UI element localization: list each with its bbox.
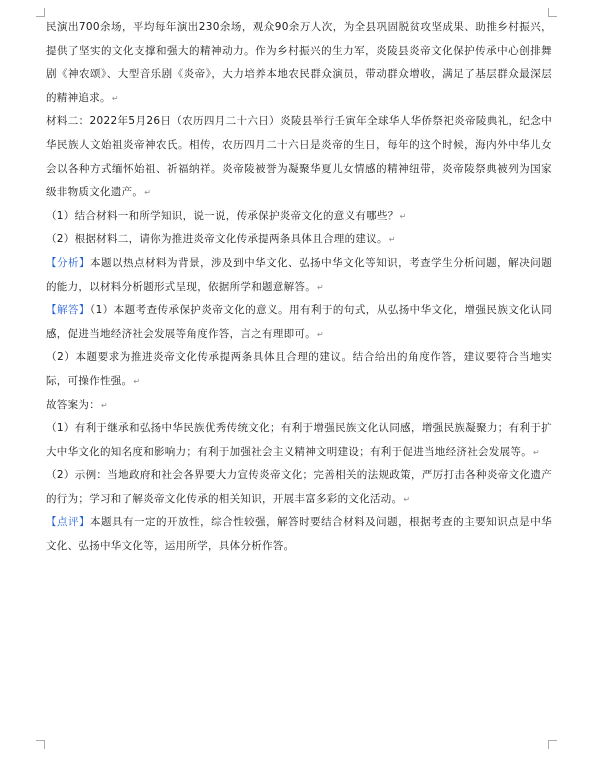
paragraph-text: （2）本题要求为推进炎帝文化传承提两条具体且合理的建议。结合给出的角度作答，建议要符合当地实际，可操作性强。 bbox=[46, 351, 552, 387]
paragraph-mark-icon: ↵ bbox=[388, 235, 396, 245]
solution-paragraph-one bbox=[46, 299, 552, 346]
paragraph-mark-icon: ↵ bbox=[317, 329, 325, 339]
paragraph-text: 材料二：2022年5月26日（农历四月二十六日）炎陵县举行壬寅年全球华人华侨祭祀炎帝陵典礼，纪念中华民族人文始祖炎帝神农氏。相传，农历四月二十六日是炎帝的生日，每年的这个时候，海内外中华儿女会以各种方式缅怀始祖、祈福纳祥。炎帝陵被誉为凝聚华夏儿女情感的精神纽带，炎帝陵祭典被列为国家级非物质文化遗产。 bbox=[46, 115, 552, 199]
margin-corner-bottom-right bbox=[548, 740, 557, 749]
paragraph-material-two bbox=[46, 110, 552, 204]
paragraph-text: 故答案为： bbox=[46, 398, 100, 411]
document-body[interactable] bbox=[46, 16, 552, 559]
answer-one bbox=[46, 417, 552, 464]
margin-corner-top-left bbox=[36, 8, 45, 17]
paragraph-mark-icon: ↵ bbox=[101, 400, 109, 410]
analysis-tag: 【分析】 bbox=[46, 256, 91, 269]
answer-two bbox=[46, 464, 552, 511]
paragraph-mark-icon: ↵ bbox=[317, 282, 325, 292]
solution-tag: 【解答】 bbox=[46, 304, 90, 317]
paragraph-mark-icon: ↵ bbox=[144, 188, 152, 198]
paragraph-text: （1）本题考查传承保护炎帝文化的意义。用有利于的句式，从弘扬中华文化，增强民族文化认同感，促进当地经济社会发展等角度作答，言之有理即可。 bbox=[46, 304, 553, 340]
analysis-paragraph bbox=[46, 252, 552, 299]
answer-heading bbox=[46, 394, 552, 418]
question-one bbox=[46, 205, 552, 229]
question-two bbox=[46, 228, 552, 252]
paragraph-text: 民演出700余场，平均每年演出230余场，观众90余万人次，为全县巩固脱贫攻坚成果、助推乡村振兴，提供了坚实的文化支撑和强大的精神动力。作为乡村振兴的生力军，炎陵县炎帝文化保护传承中心创排舞剧《神农颂》、大型音乐剧《炎帝》，大力培养本地农民群众演员，带动群众增收，满足了基层群众最深层的精神追求。 bbox=[46, 21, 552, 104]
paragraph-material-one-end bbox=[46, 16, 552, 110]
paragraph-mark-icon: ↵ bbox=[111, 93, 119, 103]
paragraph-mark-icon: ↵ bbox=[399, 211, 407, 221]
paragraph-text: 本题具有一定的开放性，综合性较强，解答时要结合材料及问题，根据考查的主要知识点是中华文化、弘扬中华文化等，运用所学，具体分析作答。 bbox=[46, 516, 552, 553]
solution-paragraph-two bbox=[46, 346, 552, 393]
paragraph-text: （1）有利于继承和弘扬中华民族优秀传统文化；有利于增强民族文化认同感，增强民族凝聚力；有利于扩大中华文化的知名度和影响力；有利于加强社会主义精神文明建设；有利于促进当地经济社会发展等。 bbox=[46, 422, 552, 458]
paragraph-mark-icon: ↵ bbox=[133, 376, 141, 386]
paragraph-mark-icon: ↵ bbox=[533, 447, 541, 457]
paragraph-mark-icon: ↵ bbox=[403, 494, 411, 504]
paragraph-text: 本题以热点材料为背景，涉及到中华文化、弘扬中华文化等知识，考查学生分析问题，解决问题的能力，以材料分析题形式呈现，依据所学和题意解答。 bbox=[46, 256, 552, 293]
comment-tag: 【点评】 bbox=[46, 516, 91, 529]
comment-paragraph bbox=[46, 511, 552, 558]
paragraph-text: （1）结合材料一和所学知识，说一说，传承保护炎帝文化的意义有哪些？ bbox=[46, 209, 399, 222]
paragraph-text: （2）示例：当地政府和社会各界要大力宣传炎帝文化；完善相关的法规政策，严厉打击各种炎帝文化遗产的行为；学习和了解炎帝文化传承的相关知识，开展丰富多彩的文化活动。 bbox=[46, 469, 552, 505]
paragraph-text: （2）根据材料二，请你为推进炎帝文化传承提两条具体且合理的建议。 bbox=[46, 233, 388, 246]
margin-corner-bottom-left bbox=[36, 740, 45, 749]
